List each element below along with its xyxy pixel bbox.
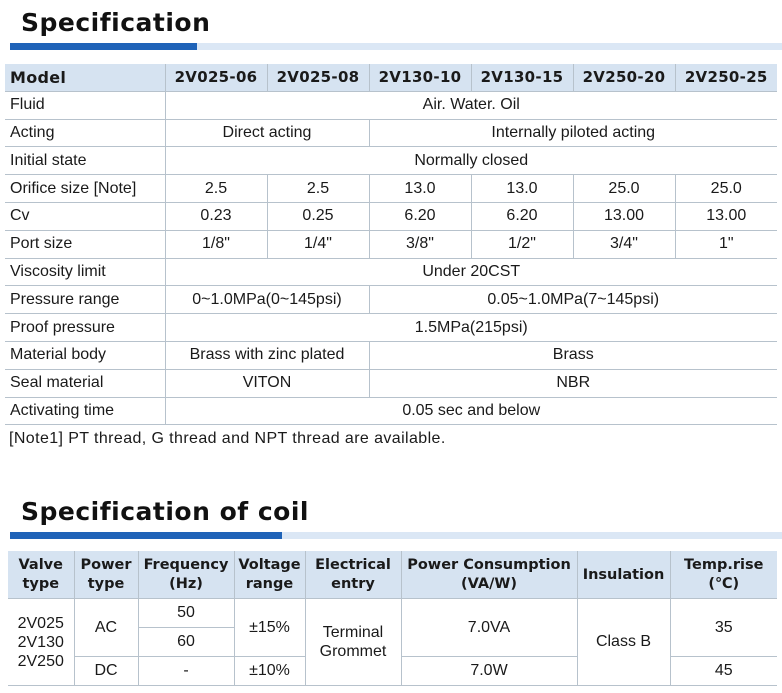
frequency-50: 50 — [138, 599, 234, 628]
cell-value: NBR — [369, 369, 777, 397]
temp-rise-dc: 45 — [670, 657, 777, 686]
power-type-dc: DC — [74, 657, 138, 686]
cell-value: 1" — [675, 230, 777, 258]
cell-value: Under 20CST — [165, 258, 777, 286]
header-electrical-entry: Electrical entry — [305, 551, 401, 599]
cell-value: 0.25 — [267, 202, 369, 230]
cell-value: 3/8" — [369, 230, 471, 258]
row-cv — [5, 202, 777, 230]
header-model-4: 2V130-15 — [471, 64, 573, 91]
row-label: Proof pressure — [5, 314, 165, 342]
temp-rise-ac: 35 — [670, 599, 777, 657]
consumption-ac: 7.0VA — [401, 599, 577, 657]
voltage-ac: ±15% — [234, 599, 305, 657]
row-viscosity — [5, 258, 777, 286]
valve-types: 2V025 2V130 2V250 — [8, 599, 74, 686]
cell-value: Internally piloted acting — [369, 119, 777, 147]
cell-value: 2.5 — [267, 175, 369, 203]
coil-row-ac-50 — [8, 599, 777, 628]
cell-value: 25.0 — [675, 175, 777, 203]
spec-table — [5, 64, 777, 425]
cell-value: 6.20 — [369, 202, 471, 230]
row-label: Acting — [5, 119, 165, 147]
header-power-consumption: Power Consumption (VA/W) — [401, 551, 577, 599]
row-seal-material — [5, 369, 777, 397]
header-model-6: 2V250-25 — [675, 64, 777, 91]
row-initial-state — [5, 147, 777, 175]
row-label: Viscosity limit — [5, 258, 165, 286]
row-label: Material body — [5, 341, 165, 369]
spec-title: Specification — [21, 8, 211, 37]
header-model-1: 2V025-06 — [165, 64, 267, 91]
cell-value: 13.00 — [573, 202, 675, 230]
header-model-5: 2V250-20 — [573, 64, 675, 91]
cell-value: 1/4" — [267, 230, 369, 258]
cell-value: 1/2" — [471, 230, 573, 258]
cell-value: 3/4" — [573, 230, 675, 258]
row-pressure-range — [5, 286, 777, 314]
cell-value: 2.5 — [165, 175, 267, 203]
power-type-ac: AC — [74, 599, 138, 657]
cell-value: Brass — [369, 341, 777, 369]
cell-value: Air. Water. Oil — [165, 91, 777, 119]
cell-value: 0.23 — [165, 202, 267, 230]
row-label: Orifice size [Note] — [5, 175, 165, 203]
row-label: Fluid — [5, 91, 165, 119]
consumption-dc: 7.0W — [401, 657, 577, 686]
row-material-body — [5, 341, 777, 369]
cell-value: Normally closed — [165, 147, 777, 175]
coil-table — [8, 551, 777, 686]
row-proof-pressure — [5, 314, 777, 342]
cell-value: 0.05~1.0MPa(7~145psi) — [369, 286, 777, 314]
row-activating-time — [5, 397, 777, 425]
header-model: Model — [5, 64, 165, 91]
cell-value: 13.0 — [369, 175, 471, 203]
voltage-dc: ±10% — [234, 657, 305, 686]
header-model-2: 2V025-08 — [267, 64, 369, 91]
header-insulation: Insulation — [577, 551, 670, 599]
cell-value: 6.20 — [471, 202, 573, 230]
row-label: Seal material — [5, 369, 165, 397]
cell-value: 13.00 — [675, 202, 777, 230]
coil-title-rule — [10, 532, 782, 539]
cell-value: 1/8" — [165, 230, 267, 258]
cell-value: 25.0 — [573, 175, 675, 203]
header-power-type: Power type — [74, 551, 138, 599]
cell-value: VITON — [165, 369, 369, 397]
cell-value: 0.05 sec and below — [165, 397, 777, 425]
header-frequency: Frequency (Hz) — [138, 551, 234, 599]
row-label: Pressure range — [5, 286, 165, 314]
row-label: Cv — [5, 202, 165, 230]
cell-value: Direct acting — [165, 119, 369, 147]
insulation-class: Class B — [577, 599, 670, 686]
frequency-60: 60 — [138, 628, 234, 657]
header-temp-rise: Temp.rise (℃) — [670, 551, 777, 599]
electrical-entry: Terminal Grommet — [305, 599, 401, 686]
row-label: Activating time — [5, 397, 165, 425]
coil-title: Specification of coil — [21, 497, 309, 526]
spec-title-rule — [10, 43, 782, 50]
cell-value: 13.0 — [471, 175, 573, 203]
frequency-dc: - — [138, 657, 234, 686]
row-acting — [5, 119, 777, 147]
row-port-size — [5, 230, 777, 258]
cell-value: 0~1.0MPa(0~145psi) — [165, 286, 369, 314]
header-model-3: 2V130-10 — [369, 64, 471, 91]
row-fluid — [5, 91, 777, 119]
header-valve-type: Valve type — [8, 551, 74, 599]
cell-value: Brass with zinc plated — [165, 341, 369, 369]
row-label: Port size — [5, 230, 165, 258]
spec-header-row — [5, 64, 777, 91]
row-label: Initial state — [5, 147, 165, 175]
coil-header-row — [8, 551, 777, 599]
thread-note: [Note1] PT thread, G thread and NPT thread are available. — [9, 430, 446, 447]
cell-value: 1.5MPa(215psi) — [165, 314, 777, 342]
row-orifice — [5, 175, 777, 203]
header-voltage-range: Voltage range — [234, 551, 305, 599]
